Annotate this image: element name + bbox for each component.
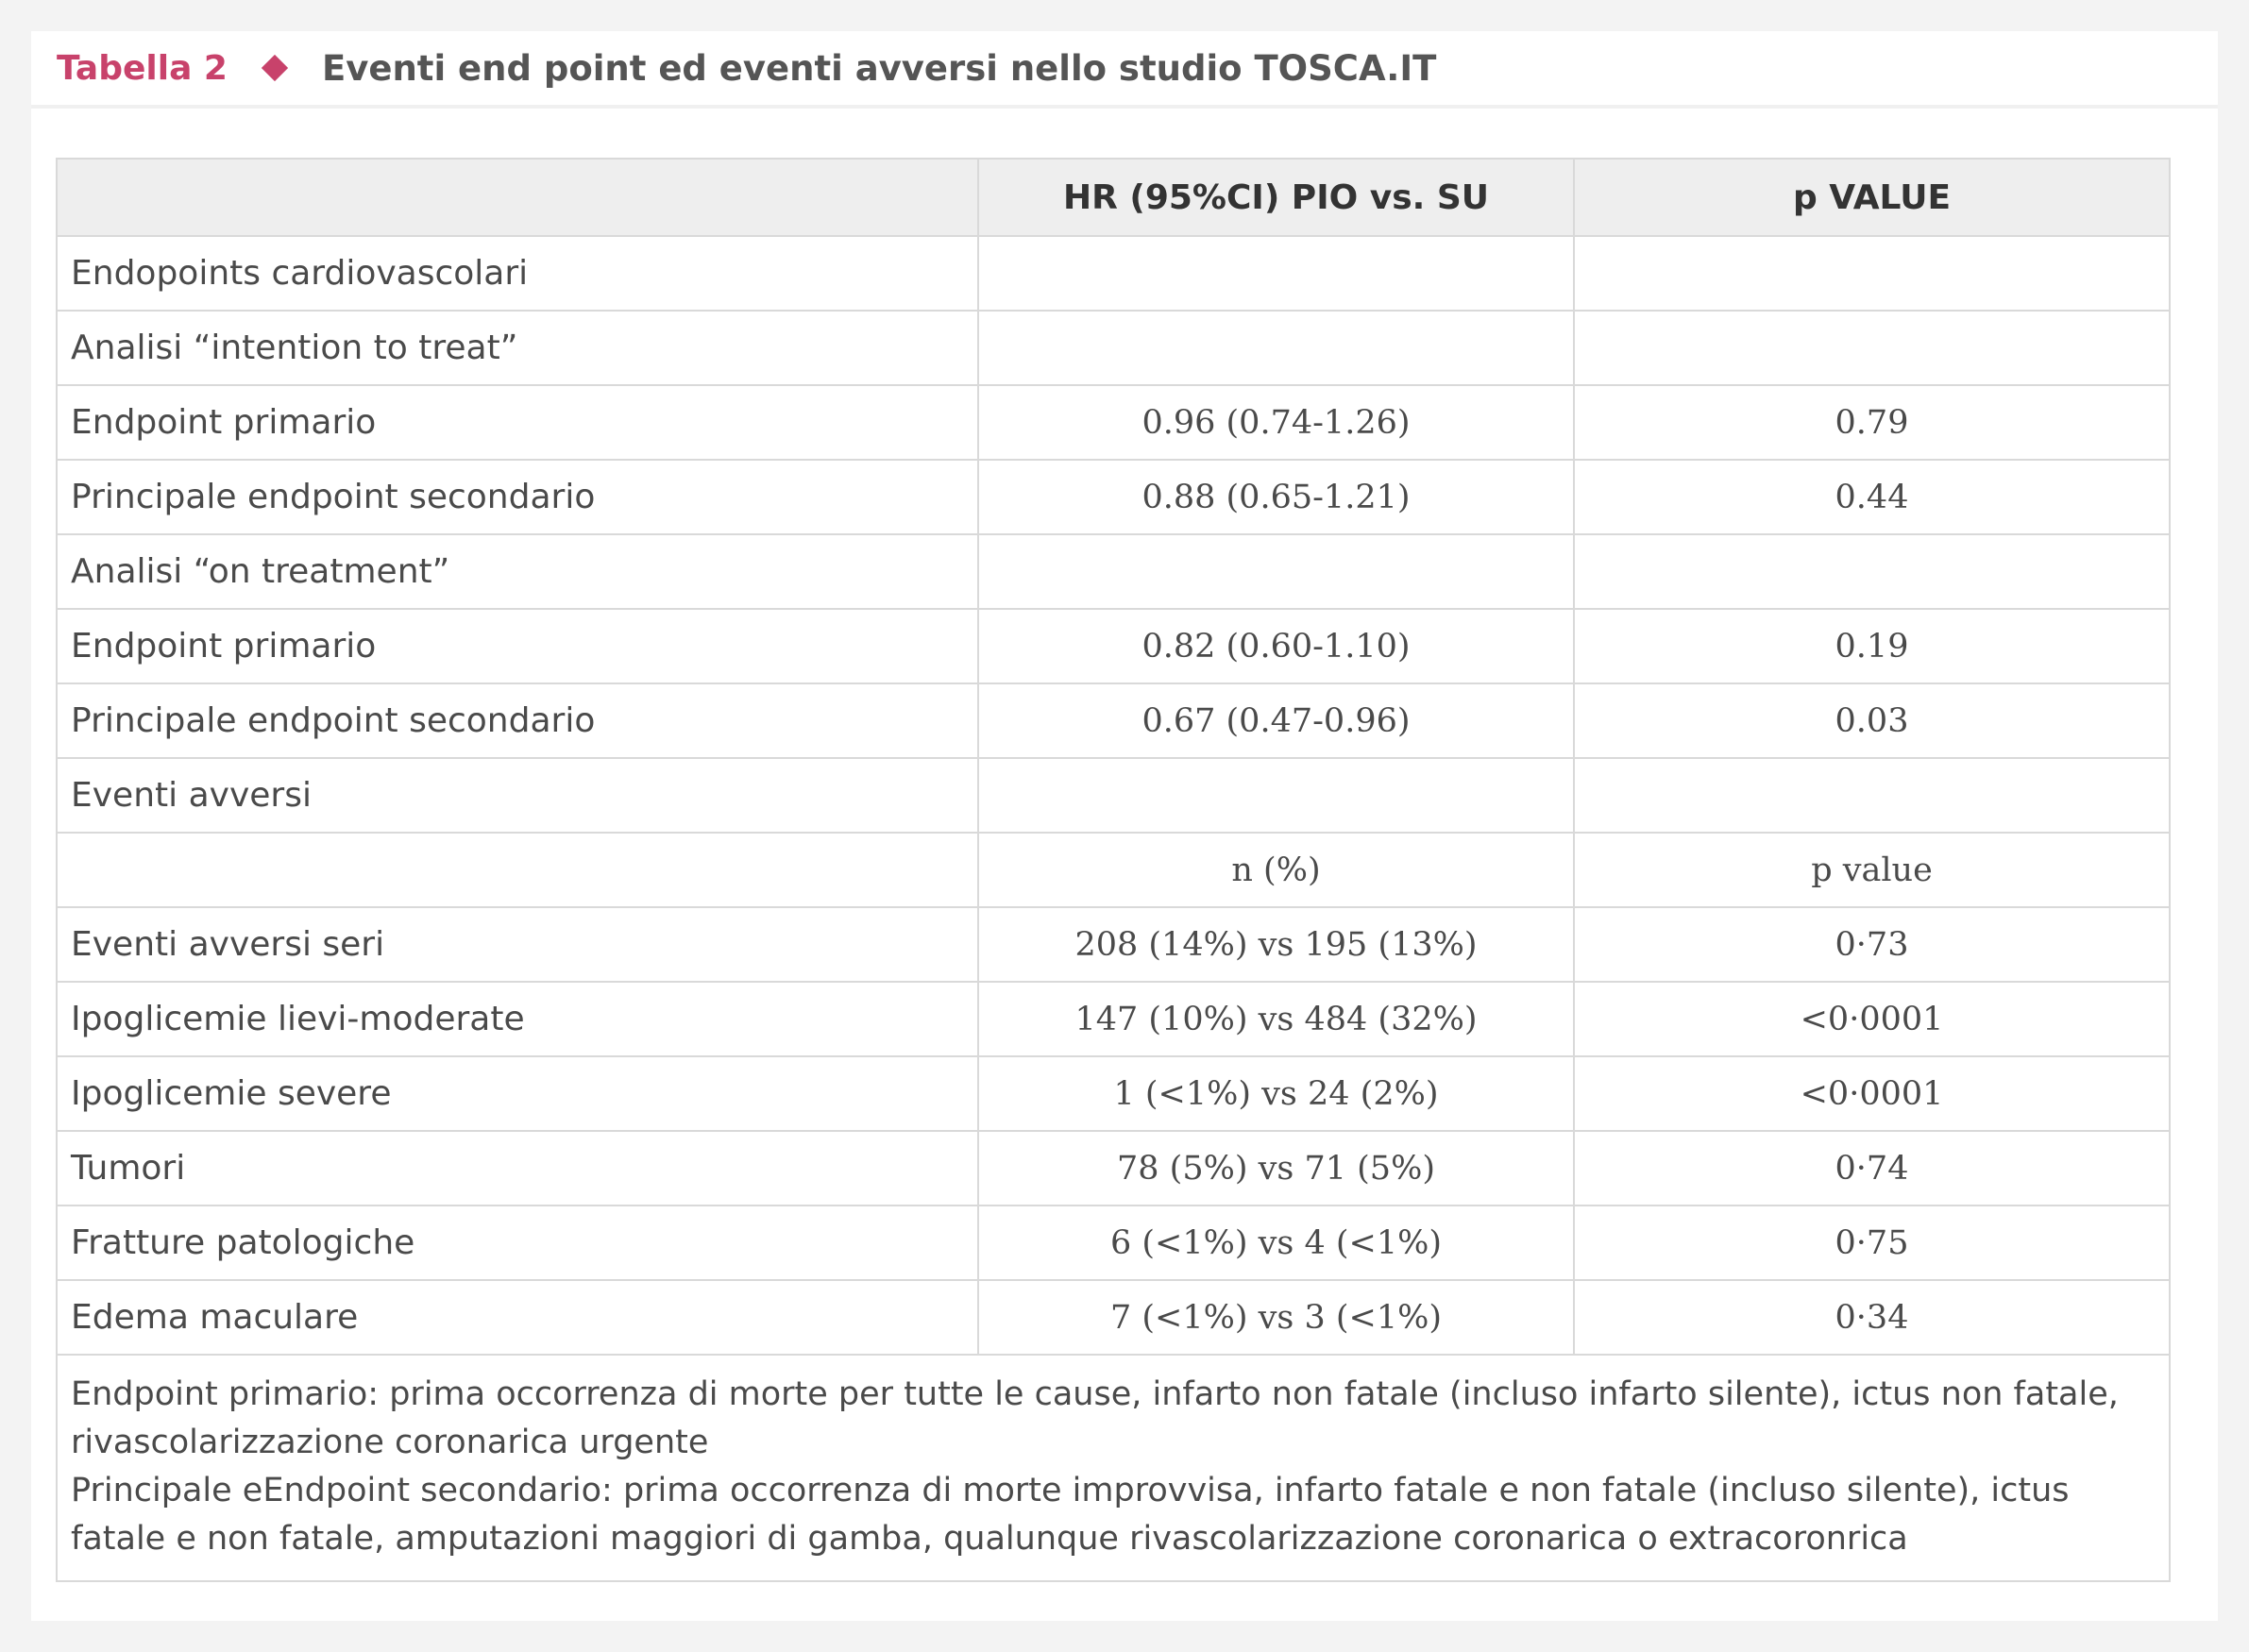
table-title: Eventi end point ed eventi avversi nello studio TOSCA.IT xyxy=(321,47,1437,89)
row-label: Ipoglicemie lievi-moderate xyxy=(57,982,978,1056)
row-p: 0·75 xyxy=(1574,1205,2170,1280)
footnote-row xyxy=(57,1355,2170,1581)
table-header xyxy=(31,31,2218,109)
row-label: Analisi “intention to treat” xyxy=(57,311,978,385)
row-label: Ipoglicemie severe xyxy=(57,1056,978,1131)
row-p xyxy=(1574,534,2170,609)
column-header-p-value: p VALUE xyxy=(1574,159,2170,236)
row-p xyxy=(1574,758,2170,833)
row-p xyxy=(1574,311,2170,385)
row-p: 0.44 xyxy=(1574,460,2170,534)
diamond-icon xyxy=(262,55,288,81)
footnote-cell xyxy=(57,1355,2170,1581)
row-p: 0·74 xyxy=(1574,1131,2170,1205)
row-hr: 147 (10%) vs 484 (32%) xyxy=(978,982,1574,1056)
row-label: Edema maculare xyxy=(57,1280,978,1355)
column-header-label xyxy=(57,159,978,236)
row-hr: 6 (<1%) vs 4 (<1%) xyxy=(978,1205,1574,1280)
row-label xyxy=(57,833,978,907)
table-row xyxy=(57,311,2170,385)
row-label: Principale endpoint secondario xyxy=(57,460,978,534)
table-row xyxy=(57,1131,2170,1205)
row-p: 0.03 xyxy=(1574,683,2170,758)
table-row xyxy=(57,1205,2170,1280)
row-hr: n (%) xyxy=(978,833,1574,907)
row-hr: 1 (<1%) vs 24 (2%) xyxy=(978,1056,1574,1131)
table-header-row xyxy=(57,159,2170,236)
row-label: Eventi avversi xyxy=(57,758,978,833)
row-p: p value xyxy=(1574,833,2170,907)
row-hr: 7 (<1%) vs 3 (<1%) xyxy=(978,1280,1574,1355)
row-label: Endpoint primario xyxy=(57,385,978,460)
row-hr xyxy=(978,236,1574,311)
row-p: 0·73 xyxy=(1574,907,2170,982)
row-label: Fratture patologiche xyxy=(57,1205,978,1280)
row-p: <0·0001 xyxy=(1574,982,2170,1056)
footnote-secondary: Principale eEndpoint secondario: prima occorrenza di morte improvvisa, infarto fatale e non fatale (incluso silente), ictus fatale e non fatale, amputazioni maggiori di gamba, qualunque rivascolarizzazione coronarica o extracoronrica xyxy=(71,1472,2070,1558)
table-row xyxy=(57,460,2170,534)
table-row xyxy=(57,385,2170,460)
row-hr xyxy=(978,758,1574,833)
row-label: Eventi avversi seri xyxy=(57,907,978,982)
row-label: Principale endpoint secondario xyxy=(57,683,978,758)
row-p: 0.79 xyxy=(1574,385,2170,460)
row-p: 0·34 xyxy=(1574,1280,2170,1355)
row-label: Endopoints cardiovascolari xyxy=(57,236,978,311)
row-hr: 0.96 (0.74-1.26) xyxy=(978,385,1574,460)
row-p: 0.19 xyxy=(1574,609,2170,683)
table-row xyxy=(57,907,2170,982)
table-row xyxy=(57,534,2170,609)
table-row xyxy=(57,236,2170,311)
table-row xyxy=(57,758,2170,833)
row-hr: 208 (14%) vs 195 (13%) xyxy=(978,907,1574,982)
table-row xyxy=(57,683,2170,758)
row-hr: 0.82 (0.60-1.10) xyxy=(978,609,1574,683)
table-row xyxy=(57,833,2170,907)
data-table xyxy=(56,158,2171,1582)
footnote-primary: Endpoint primario: prima occorrenza di morte per tutte le cause, infarto non fatale (incluso infarto silente), ictus non fatale, rivascolarizzazione coronarica urgente xyxy=(71,1375,2119,1461)
table-card xyxy=(31,31,2218,1621)
row-label: Endpoint primario xyxy=(57,609,978,683)
row-hr xyxy=(978,534,1574,609)
table-row xyxy=(57,1280,2170,1355)
row-hr: 78 (5%) vs 71 (5%) xyxy=(978,1131,1574,1205)
table-row xyxy=(57,1056,2170,1131)
table-row xyxy=(57,982,2170,1056)
row-hr xyxy=(978,311,1574,385)
row-label: Tumori xyxy=(57,1131,978,1205)
row-p xyxy=(1574,236,2170,311)
column-header-hr: HR (95%CI) PIO vs. SU xyxy=(978,159,1574,236)
row-p: <0·0001 xyxy=(1574,1056,2170,1131)
table-label: Tabella 2 xyxy=(57,48,228,88)
table-row xyxy=(57,609,2170,683)
row-hr: 0.88 (0.65-1.21) xyxy=(978,460,1574,534)
row-label: Analisi “on treatment” xyxy=(57,534,978,609)
row-hr: 0.67 (0.47-0.96) xyxy=(978,683,1574,758)
